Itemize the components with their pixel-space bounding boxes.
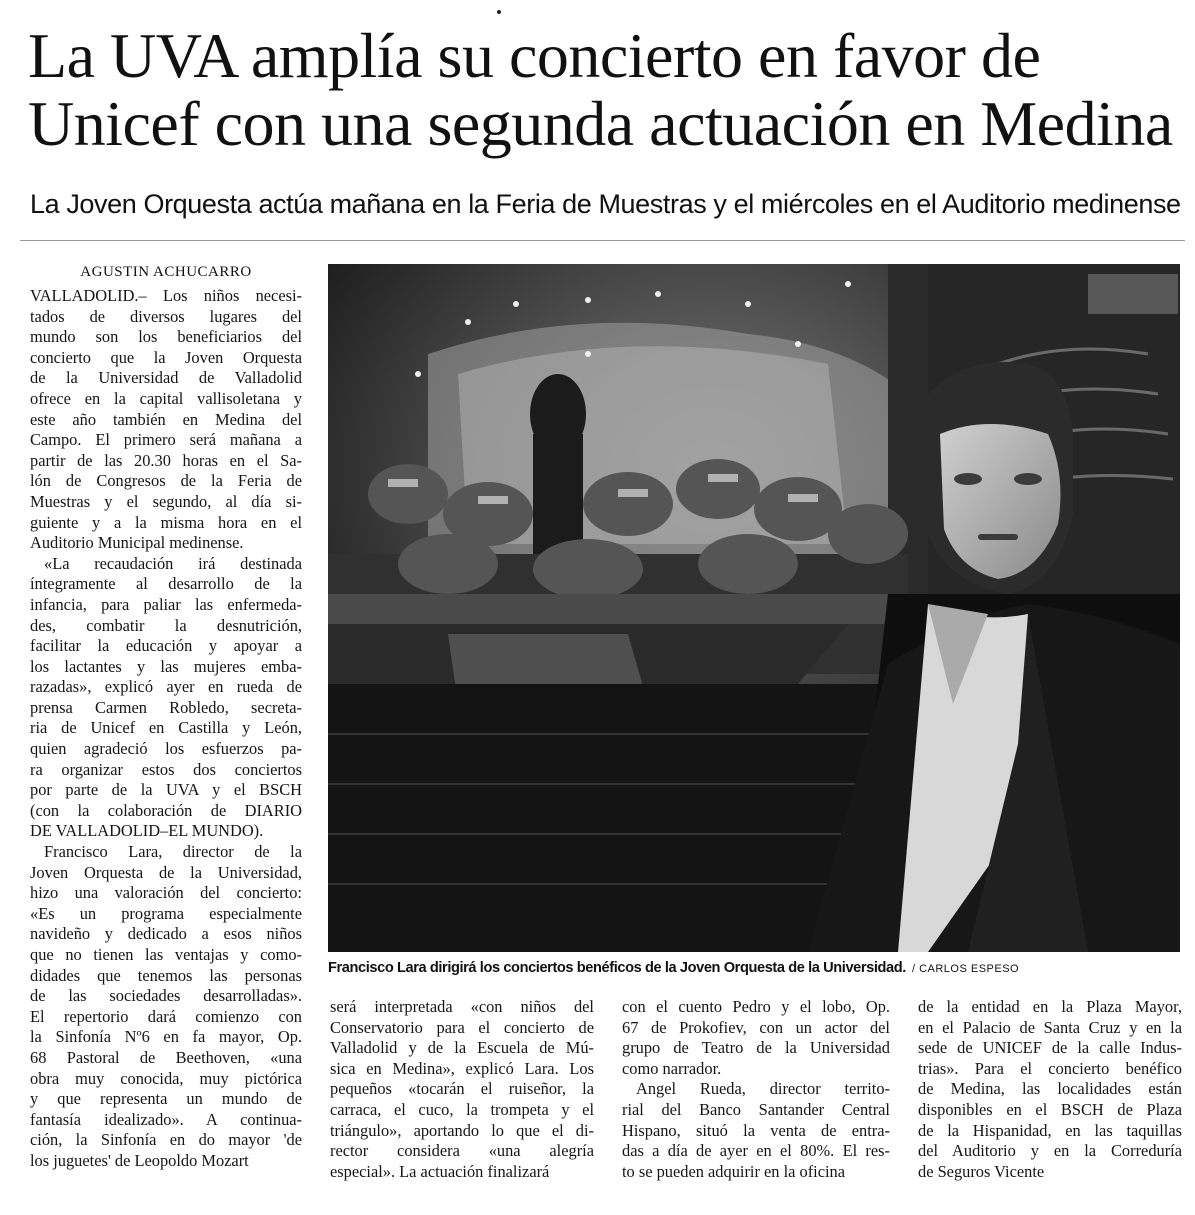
body-text-line: de la Universidad de Valladolid [30,368,302,388]
body-text-line: pequeños «tocarán el ruiseñor, la [330,1079,594,1099]
body-text-line: tados de diversos lugares del [30,306,302,326]
body-text-line: los lactantes y las mujeres emba- [30,656,302,676]
body-text-line: des, combatir la desnutrición, [30,615,302,635]
body-text-line: El repertorio dará comienzo con [30,1006,302,1026]
body-text-line: sica en Medina», explicó Lara. Los [330,1058,594,1078]
body-text-line: grupo de Teatro de la Universidad [622,1038,890,1058]
body-text-line: fantasía idealizado». A continua- [30,1109,302,1129]
headline-line-1: La UVA amplía su concierto en favor de [28,20,1041,91]
body-text-line: lón de Congresos de la Feria de [30,471,302,491]
body-text-line: rial del Banco Santander Central [622,1099,890,1119]
body-text-line: ra organizar estos dos conciertos [30,759,302,779]
body-text-line: Francisco Lara, director de la [44,842,302,862]
body-text-line: Valladolid y de la Escuela de Mú- [330,1038,594,1058]
body-text-line: das a día de ayer en el 80%. El res- [622,1141,890,1161]
body-text-line: partir de las 20.30 horas en el Sa- [30,450,302,470]
body-text-line: triángulo», aportando lo que el di- [330,1120,594,1140]
body-text-line: la Sinfonía Nº6 en fa mayor, Op. [30,1027,302,1047]
body-text-line: facilitar la educación y apoyar a [30,636,302,656]
body-text-line: VALLADOLID.– Los niños necesi- [30,286,302,305]
body-text-line: será interpretada «con niños del [330,997,594,1016]
body-text-line: DE VALLADOLID–EL MUNDO). [30,821,264,841]
body-text-line: y que representa un mundo de [30,1089,302,1109]
body-text-line: íntegramente al desarrollo de la [30,574,302,594]
header-divider [20,240,1185,241]
body-text-line: (con la colaboración de DIARIO [30,800,302,820]
body-text-line: navideño y dedicado a esos niños [30,924,302,944]
body-text-line: especial». La actuación finalizará [330,1161,550,1181]
print-speck [497,10,501,14]
body-text-line: Auditorio Municipal medinense. [30,533,244,553]
body-text-line: quien agradeció los esfuerzos pa- [30,739,302,759]
body-text-line: que no tienen las ventajas y como- [30,945,302,964]
body-text-line: disponibles en el BSCH de Plaza [918,1099,1182,1119]
body-text-line: Hispano, situó la venta de entra- [622,1120,890,1140]
body-text-line: por parte de la UVA y el BSCH [30,780,302,800]
body-text-line: prensa Carmen Robledo, secreta- [30,697,302,717]
body-text-line: trias». Para el concierto benéfico [918,1058,1182,1078]
body-text-line: infancia, para paliar las enfermeda- [30,594,302,614]
body-text-line: de las sociedades desarrolladas». [30,986,302,1006]
article-photo [328,264,1180,952]
byline: AGUSTIN ACHUCARRO [80,264,252,280]
photo-credit: / CARLOS ESPESO [911,963,1020,975]
body-text-line: Campo. El primero será mañana a [30,430,302,450]
body-text-line: este año también en Medina del [30,409,302,429]
body-text-line: Joven Orquesta de la Universidad, [30,862,302,882]
body-text-line: razadas», explicó ayer en rueda de [30,677,302,697]
photo-caption-line [328,958,1180,979]
body-text-line: en el Palacio de Santa Cruz y en la [918,1017,1182,1037]
headline-line-2: Unicef con una segunda actuación en Medina [28,88,1173,159]
body-text-line: de Seguros Vicente [918,1161,1045,1181]
body-text-line: de la entidad en la Plaza Mayor, [918,997,1182,1016]
body-text-line: concierto que la Joven Orquesta [30,347,302,367]
subheadline: La Joven Orquesta actúa mañana en la Feria de Muestras y el miércoles en el Auditorio medinense [30,189,1181,219]
article-column-2 [330,997,594,1182]
article-column-3 [622,997,890,1182]
body-text-line: los juguetes' de Leopoldo Mozart [30,1150,249,1170]
body-text-line: ofrece en la capital vallisoletana y [30,388,302,408]
body-text-line: guiente y a la misma hora en el [30,512,302,532]
article-column-1 [30,286,302,1172]
body-text-line: del Auditorio y en la Correduría [918,1141,1182,1161]
body-text-line: Muestras y el segundo, al día si- [30,491,302,511]
photo-caption: Francisco Lara dirigirá los conciertos benéficos de la Joven Orquesta de la Universidad. [328,960,906,976]
body-text-line: mundo son los beneficiarios del [30,327,302,347]
body-text-line: de la Hispanidad, en las taquillas [918,1120,1182,1140]
body-text-line: «La recaudación irá destinada [44,553,302,573]
body-text-line: 68 Pastoral de Beethoven, «una [30,1047,302,1067]
body-text-line: obra muy conocida, muy pictórica [30,1068,302,1088]
body-text-line: to se pueden adquirir en la oficina [622,1161,846,1181]
body-text-line: rector considera «una alegría [330,1141,594,1161]
body-text-line: hizo una valoración del concierto: [30,883,302,903]
body-text-line: didades que tenemos las personas [30,965,302,985]
body-text-line: 67 de Prokofiev, con un actor del [622,1017,890,1037]
body-text-line: con el cuento Pedro y el lobo, Op. [622,997,890,1016]
body-text-line: sede de UNICEF de la calle Indus- [918,1038,1182,1058]
body-text-line: carraca, el cuco, la trompeta y el [330,1099,594,1119]
body-text-line: ria de Unicef en Castilla y León, [30,718,302,738]
body-text-line: como narrador. [622,1058,722,1078]
body-text-line: Angel Rueda, director territo- [636,1079,890,1099]
body-text-line: Conservatorio para el concierto de [330,1017,594,1037]
body-text-line: «Es un programa especialmente [30,903,302,923]
body-text-line: ción, la Sinfonía en do mayor 'de [30,1130,302,1150]
article-column-4 [918,997,1182,1182]
body-text-line: de Medina, las localidades están [918,1079,1182,1099]
photo-concert-hall-illustration [328,264,1180,952]
headline [28,22,1178,158]
